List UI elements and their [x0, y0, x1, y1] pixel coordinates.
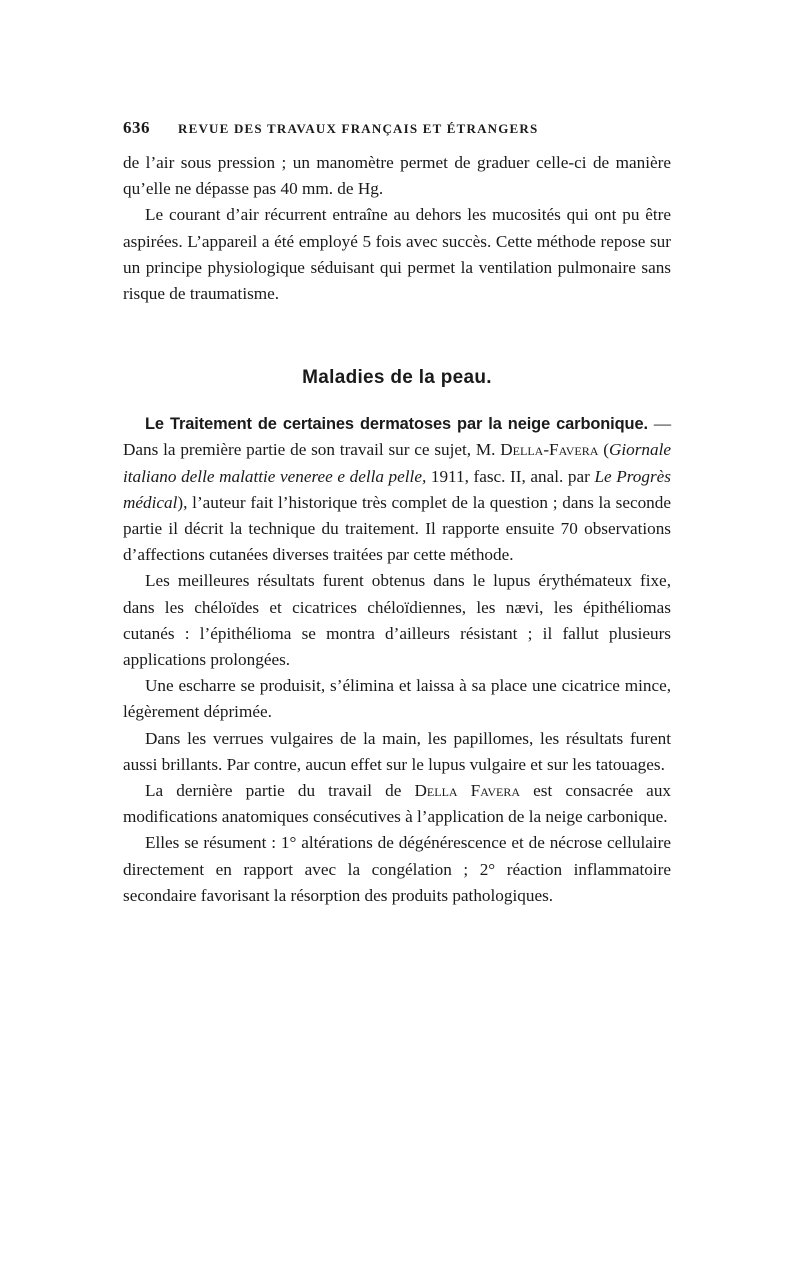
page — [123, 118, 671, 909]
review-title: Le Progrès médical — [123, 466, 671, 512]
article-text-5b: est consacrée aux modifications anatomiques consécutives à l’application de la neige carbonique. — [123, 781, 672, 827]
article-text-1c: 1911, fasc. II, anal. par — [426, 466, 595, 486]
page-number: 636 — [123, 118, 150, 137]
article-paragraph-3: Une escharre se produisit, s’élimina et laissa à sa place une cicatrice mince, légèrement déprimée. — [123, 676, 671, 722]
running-head — [123, 118, 671, 140]
article-text-1a: — Dans la première partie de son travail sur ce sujet, M. — [123, 414, 672, 460]
running-title: REVUE DES TRAVAUX FRANÇAIS ET ÉTRANGERS — [178, 121, 539, 136]
article-text-5a: La dernière partie du travail de — [145, 781, 415, 801]
article-paragraph-1 — [123, 411, 671, 568]
article-title: Le Traitement de certaines dermatoses par la neige carbonique. — [145, 415, 648, 434]
article-paragraph-4: Dans les verrues vulgaires de la main, les papillomes, les résultats furent aussi brillants. Par contre, aucun effet sur le lupus vulgaire et sur les tatouages. — [123, 728, 671, 774]
article-text-1b: ( — [598, 440, 609, 460]
article-text-1d: ), l’auteur fait l’historique très complet de la question ; dans la seconde partie il décrit la technique du traitement. Il rapporte ensuite 70 observations d’affections cutanées diverses traitées par cette méthode. — [123, 492, 671, 565]
article-paragraph-2: Les meilleures résultats furent obtenus dans le lupus érythémateux fixe, dans les chéloïdes et cicatrices chéloïdiennes, les nævi, les épithéliomas cutanés : l’épithélioma se montra d’ailleurs résistant ; il fallut plusieurs applications prolongées. — [123, 571, 671, 670]
author-name-2: Della Favera — [414, 781, 521, 801]
intro-paragraph-1: de l’air sous pression ; un manomètre permet de graduer celle-ci de manière qu’elle ne dépasse pas 40 mm. de Hg. — [123, 153, 671, 199]
intro-paragraph-2: Le courant d’air récurrent entraîne au dehors les mucosités qui ont pu être aspirées. L’appareil a été employé 5 fois avec succès. Cette méthode repose sur un principe physiologique séduisant qui permet la ventilation pulmonaire sans risque de traumatisme. — [123, 205, 671, 304]
journal-title: Giornale italiano delle malattie veneree e della pelle, — [123, 440, 671, 486]
author-name: Della-Favera — [500, 440, 599, 460]
article-paragraph-5 — [123, 778, 671, 830]
article-paragraph-6: Elles se résument : 1° altérations de dégénérescence et de nécrose cellulaire directement en rapport avec la congélation ; 2° réaction inflammatoire secondaire favorisant la résorption des produits pathologiques. — [123, 833, 671, 905]
section-heading: Maladies de la peau. — [302, 367, 492, 389]
